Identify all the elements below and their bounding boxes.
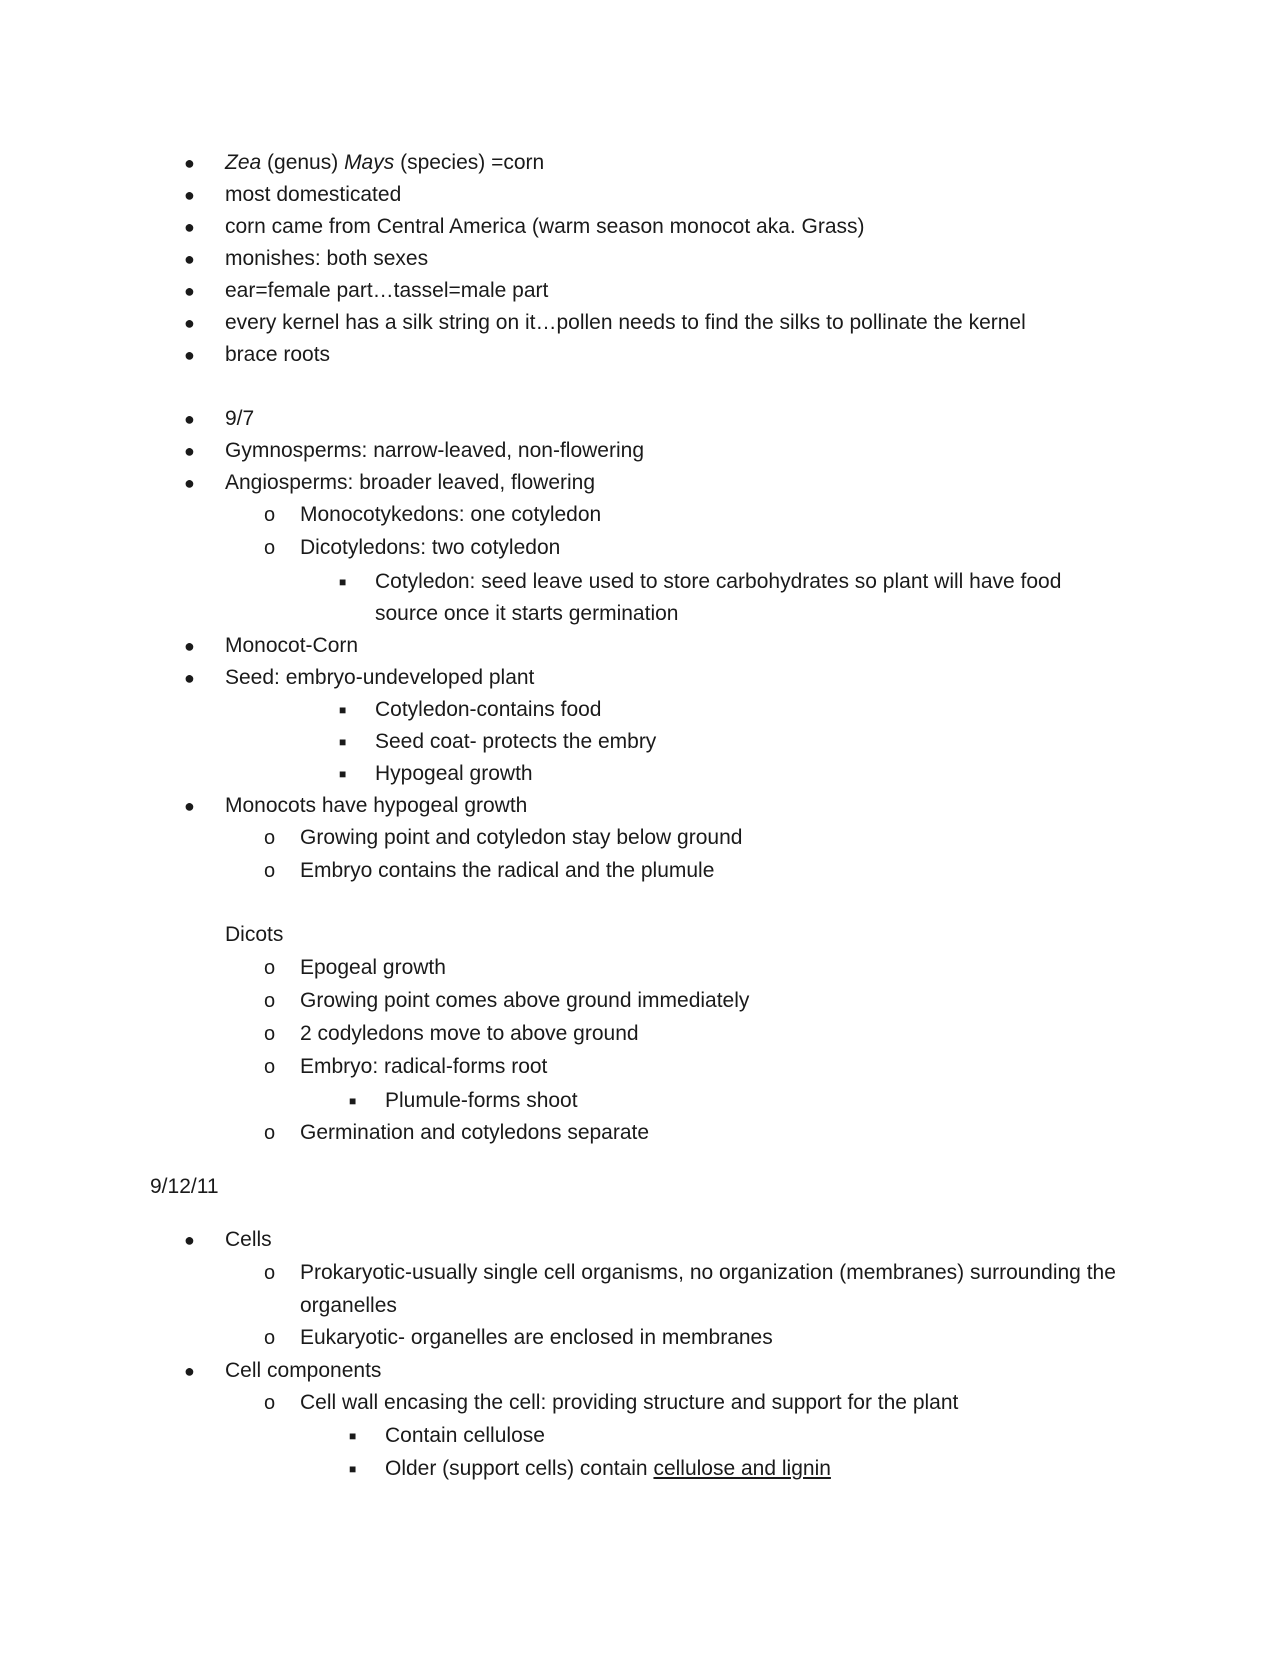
bullet-square: ■ [339,703,347,717]
list-item: Cell wall encasing the cell: providing structure and support for the plant [300,1391,959,1414]
list-item: Epogeal growth [300,956,446,979]
list-item: Monocots have hypogeal growth [225,794,528,817]
list-item: Embryo: radical-forms root [300,1055,548,1078]
underlined-text: cellulose and lignin [653,1457,831,1480]
bullet-disc: ● [184,249,195,269]
genus-text: Zea [225,151,262,174]
bullet-circle: o [264,1392,276,1414]
bullet-disc: ● [184,153,195,173]
genus-label: (genus) [261,151,345,174]
list-item: Prokaryotic-usually single cell organisms, no organization (membranes) surrounding the [300,1261,1116,1284]
bullet-disc: ● [184,345,195,365]
bullet-circle: o [264,860,276,882]
species-text: Mays [344,151,395,174]
bullet-disc: ● [184,185,195,205]
list-item: Eukaryotic- organelles are enclosed in membranes [300,1326,773,1349]
bullet-circle: o [264,1023,276,1045]
list-item: Contain cellulose [385,1424,545,1447]
list-item [385,1455,831,1483]
bullet-square: ■ [339,735,347,749]
bullet-disc: ● [184,796,195,816]
list-item: Cotyledon: seed leave used to store carbohydrates so plant will have food [375,570,1062,593]
list-item: Embryo contains the radical and the plumule [300,859,715,882]
bullet-circle: o [264,1056,276,1078]
bullet-square: ■ [349,1429,357,1443]
dicots-heading: Dicots [225,923,284,946]
list-item: 2 codyledons move to above ground [300,1022,639,1045]
list-item: Germination and cotyledons separate [300,1121,650,1144]
list-item [225,149,544,177]
bullet-circle: o [264,990,276,1012]
list-item-continuation: source once it starts germination [375,602,679,625]
list-item: Growing point comes above ground immediately [300,989,750,1012]
list-item: Cotyledon-contains food [375,698,602,721]
bullet-circle: o [264,957,276,979]
bullet-disc: ● [184,636,195,656]
list-item: 9/7 [225,407,255,430]
list-item-continuation: organelles [300,1294,397,1317]
list-item: Seed coat- protects the embry [375,730,657,753]
bullet-disc: ● [184,668,195,688]
list-item: Growing point and cotyledon stay below ground [300,826,743,849]
list-item: Monocotykedons: one cotyledon [300,503,602,526]
bullet-circle: o [264,827,276,849]
list-item: ear=female part…tassel=male part [225,279,549,302]
bullet-disc: ● [184,441,195,461]
bullet-circle: o [264,504,276,526]
bullet-circle: o [264,1122,276,1144]
date-heading: 9/12/11 [150,1175,219,1198]
list-item: Angiosperms: broader leaved, flowering [225,471,596,494]
bullet-disc: ● [184,217,195,237]
species-label: (species) =corn [394,151,545,174]
list-item: corn came from Central America (warm season monocot aka. Grass) [225,215,865,238]
list-item: Seed: embryo-undeveloped plant [225,666,535,689]
list-item: Cells [225,1228,272,1251]
bullet-square: ■ [339,767,347,781]
bullet-disc: ● [184,1230,195,1250]
bullet-square: ■ [339,575,347,589]
list-item-text: Older (support cells) contain [385,1457,654,1480]
list-item: Monocot-Corn [225,634,359,657]
bullet-disc: ● [184,1361,195,1381]
list-item: most domesticated [225,183,402,206]
list-item: monishes: both sexes [225,247,429,270]
list-item: Gymnosperms: narrow-leaved, non-flowering [225,439,645,462]
bullet-circle: o [264,537,276,559]
bullet-square: ■ [349,1094,357,1108]
bullet-disc: ● [184,473,195,493]
bullet-circle: o [264,1262,276,1284]
bullet-disc: ● [184,281,195,301]
bullet-square: ■ [349,1462,357,1476]
bullet-circle: o [264,1327,276,1349]
list-item: Hypogeal growth [375,762,533,785]
list-item: brace roots [225,343,331,366]
list-item: Plumule-forms shoot [385,1089,578,1112]
bullet-disc: ● [184,313,195,333]
list-item: Cell components [225,1359,382,1382]
list-item: Dicotyledons: two cotyledon [300,536,561,559]
list-item: every kernel has a silk string on it…pollen needs to find the silks to pollinate the kernel [225,311,1026,334]
bullet-disc: ● [184,409,195,429]
